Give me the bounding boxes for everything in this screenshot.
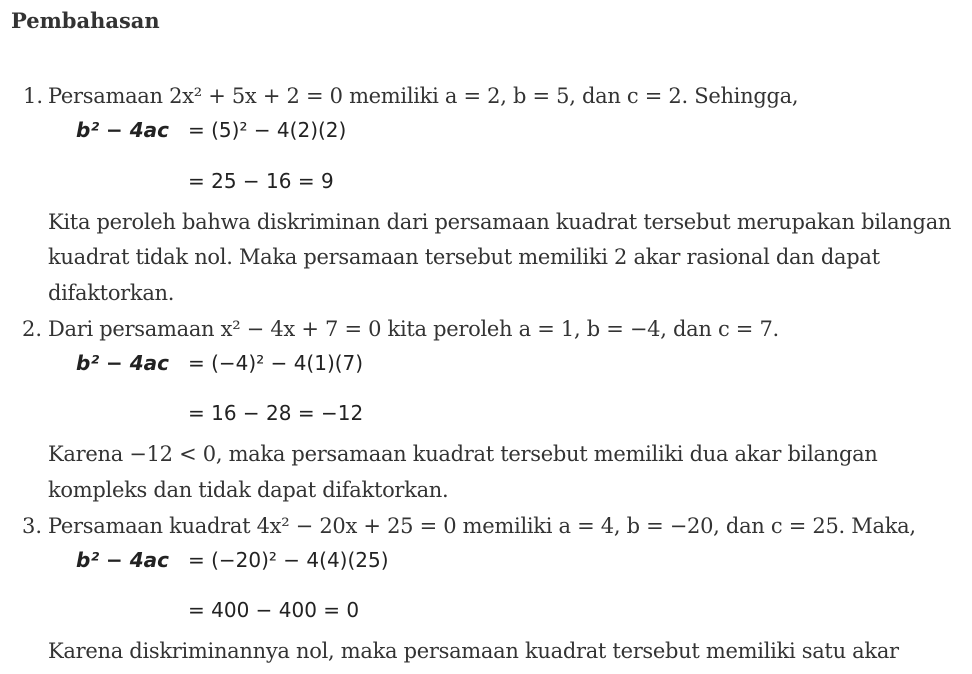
- conclusion-line: difaktorkan.: [48, 281, 175, 305]
- equation-step-2: = 25 − 16 = 9: [188, 169, 334, 193]
- equation-step-2: = 400 − 400 = 0: [188, 598, 360, 622]
- equation-lhs: b² − 4ac: [76, 118, 170, 142]
- item-intro: Persamaan 2x² + 5x + 2 = 0 memiliki a = 2, b = 5, dan c = 2. Sehingga,: [48, 84, 799, 108]
- equation-step-1: = (5)² − 4(2)(2): [188, 118, 347, 142]
- conclusion-line: kuadrat tidak nol. Maka persamaan tersebut memiliki 2 akar rasional dan dapat: [48, 245, 880, 269]
- item-intro: Dari persamaan x² − 4x + 7 = 0 kita peroleh a = 1, b = −4, dan c = 7.: [48, 317, 779, 341]
- conclusion-line: kompleks dan tidak dapat difaktorkan.: [48, 478, 449, 502]
- item-intro: Persamaan kuadrat 4x² − 20x + 25 = 0 memiliki a = 4, b = −20, dan c = 25. Maka,: [48, 514, 916, 538]
- equation-step-1: = (−4)² − 4(1)(7): [188, 351, 364, 375]
- conclusion-line: Kita peroleh bahwa diskriminan dari persamaan kuadrat tersebut merupakan bilangan: [48, 210, 952, 234]
- conclusion-line: Karena diskriminannya nol, maka persamaan kuadrat tersebut memiliki satu akar: [48, 639, 899, 663]
- item-number: 3.: [22, 514, 43, 538]
- item-number: 1.: [23, 84, 44, 108]
- equation-lhs: b² − 4ac: [76, 351, 170, 375]
- page-title: Pembahasan: [11, 8, 160, 33]
- equation-step-2: = 16 − 28 = −12: [188, 401, 364, 425]
- equation-step-1: = (−20)² − 4(4)(25): [188, 548, 389, 572]
- equation-lhs: b² − 4ac: [76, 548, 170, 572]
- item-number: 2.: [22, 317, 43, 341]
- conclusion-line: Karena −12 < 0, maka persamaan kuadrat tersebut memiliki dua akar bilangan: [48, 442, 878, 466]
